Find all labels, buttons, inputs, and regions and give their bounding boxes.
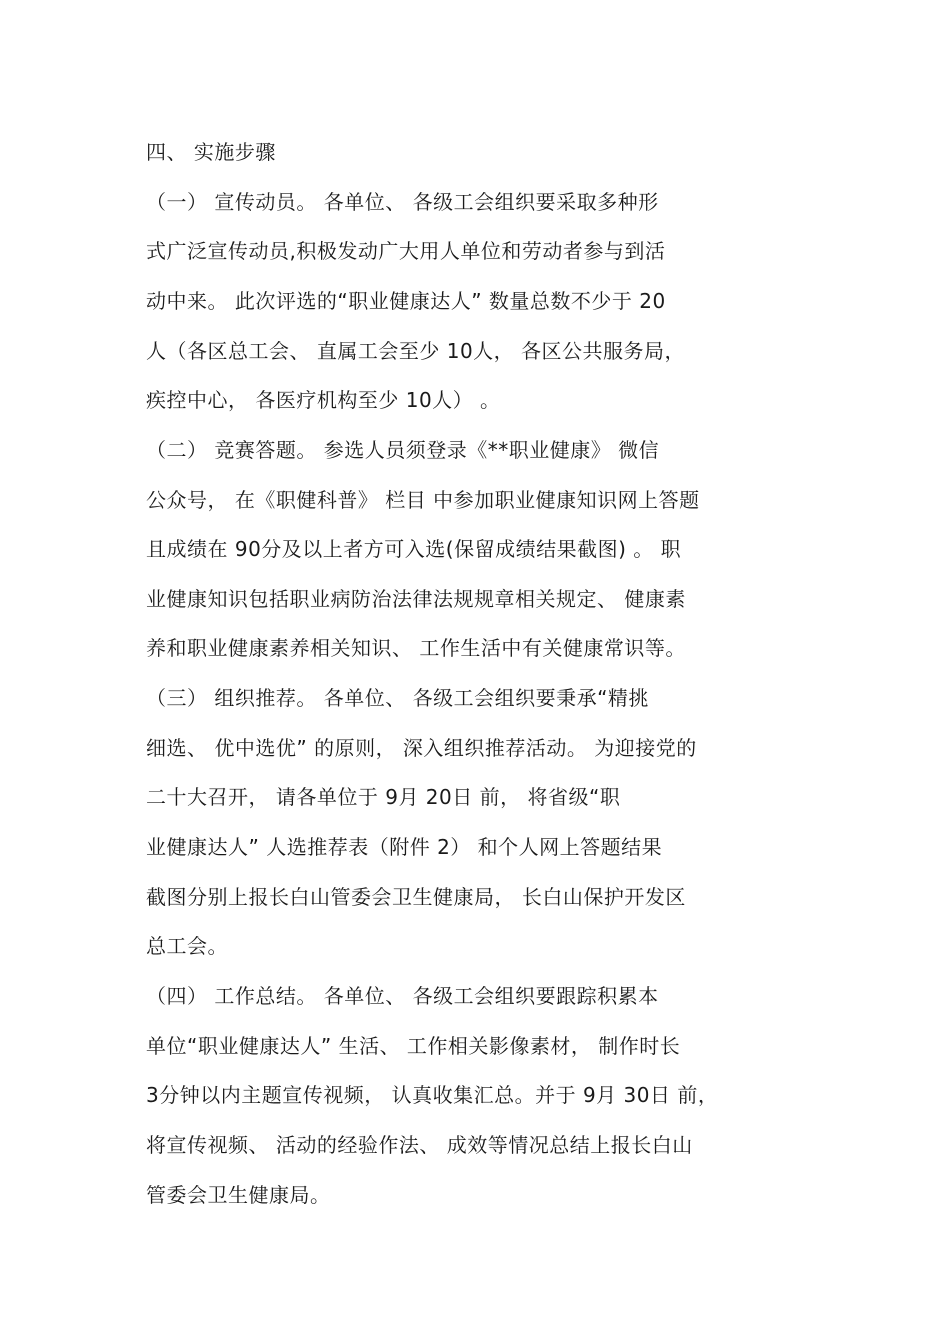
paragraph-line: 业健康知识包括职业病防治法律法规规章相关规定、 健康素 [146,587,686,611]
paragraph-line: 总工会。 [146,934,228,958]
paragraph-line: 疾控中心， 各医疗机构至少 10人） 。 [146,388,501,412]
paragraph-line: 管委会卫生健康局。 [146,1183,331,1207]
section-heading: 四、 实施步骤 [146,140,276,164]
paragraph-line: 单位“职业健康达人” 生活、 工作相关影像素材， 制作时长 [146,1034,681,1058]
paragraph-line: 人（各区总工会、 直属工会至少 10人， 各区公共服务局， [146,339,686,363]
paragraph-line: 细选、 优中选优” 的原则， 深入组织推荐活动。 为迎接党的 [146,736,697,760]
paragraph-line: （二） 竞赛答题。 参选人员须登录《**职业健康》 微信 [146,438,660,462]
paragraph-line: 公众号， 在《职健科普》 栏目 中参加职业健康知识网上答题 [146,488,700,512]
paragraph-line: （三） 组织推荐。 各单位、 各级工会组织要秉承“精挑 [146,686,649,710]
paragraph-line: （一） 宣传动员。 各单位、 各级工会组织要采取多种形 [146,190,659,214]
paragraph-line: 二十大召开， 请各单位于 9月 20日 前， 将省级“职 [146,785,621,809]
paragraph-line: 截图分别上报长白山管委会卫生健康局， 长白山保护开发区 [146,885,686,909]
paragraph-line: 养和职业健康素养相关知识、 工作生活中有关健康常识等。 [146,636,686,660]
paragraph-line: 动中来。 此次评选的“职业健康达人” 数量总数不少于 20 [146,289,666,313]
paragraph-line: 业健康达人” 人选推荐表（附件 2） 和个人网上答题结果 [146,835,663,859]
paragraph-line: （四） 工作总结。 各单位、 各级工会组织要跟踪积累本 [146,984,659,1008]
paragraph-line: 3分钟以内主题宣传视频， 认真收集汇总。并于 9月 30日 前， [146,1083,719,1107]
paragraph-line: 将宣传视频、 活动的经验作法、 成效等情况总结上报长白山 [146,1133,693,1157]
paragraph-line: 且成绩在 90分及以上者方可入选(保留成绩结果截图) 。 职 [146,537,682,561]
paragraph-line: 式广泛宣传动员,积极发动广大用人单位和劳动者参与到活 [146,239,666,263]
